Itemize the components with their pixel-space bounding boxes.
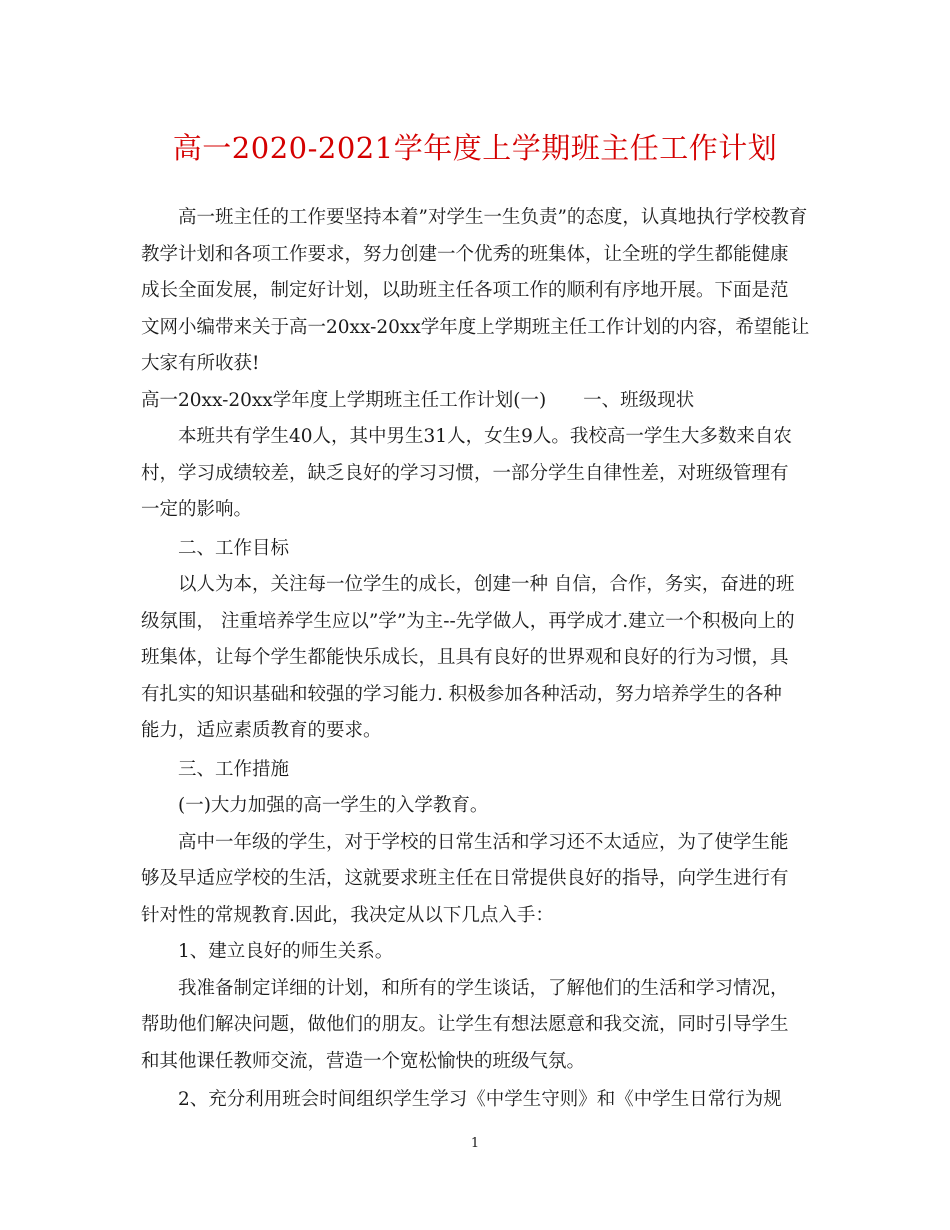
- paragraph-line: 级氛围， 注重培养学生应以”学”为主--先学做人，再学成才.建立一个积极向上的: [141, 610, 795, 632]
- section-heading-line: 高一20xx-20xx学年度上学期班主任工作计划(一) 一、班级现状: [141, 389, 695, 411]
- paragraph-line: 够及早适应学校的生活，这就要求班主任在日常提供良好的指导，向学生进行有: [141, 868, 789, 889]
- paragraph-line: 我准备制定详细的计划，和所有的学生谈话，了解他们的生活和学习情况，: [178, 977, 789, 999]
- paragraph-line: 文网小编带来关于高一20xx-20xx学年度上学期班主任工作计划的内容，希望能让: [141, 316, 810, 338]
- paragraph-line: 教学计划和各项工作要求，努力创建一个优秀的班集体，让全班的学生都能健康: [141, 243, 789, 265]
- page-number: 1: [470, 1136, 480, 1151]
- paragraph-line: 本班共有学生40人，其中男生31人，女生9人。我校高一学生大多数来自农: [178, 426, 792, 447]
- paragraph-line: 高一班主任的工作要坚持本着”对学生一生负责”的态度，认真地执行学校教育: [178, 207, 808, 228]
- paragraph-line: 一定的影响。: [141, 499, 253, 520]
- section-heading: 三、工作措施: [178, 758, 290, 780]
- document-body: [141, 200, 811, 1119]
- paragraph-line: 高中一年级的学生，对于学校的日常生活和学习还不太适应，为了使学生能: [178, 831, 789, 853]
- numbered-item: 1、建立良好的师生关系。: [178, 941, 394, 962]
- numbered-item: 2、充分利用班会时间组织学生学习《中学生守则》和《中学生日常行为规: [178, 1089, 782, 1110]
- paragraph-line: 成长全面发展，制定好计划，以助班主任各项工作的顺利有序地开展。下面是范: [141, 280, 789, 301]
- subsection-heading: (一)大力加强的高一学生的入学教育。: [178, 795, 489, 816]
- paragraph-line: 帮助他们解决问题，做他们的朋友。让学生有想法愿意和我交流，同时引导学生: [141, 1014, 789, 1035]
- paragraph-line: 大家有所收获!: [141, 353, 260, 374]
- paragraph-line: 针对性的常规教育.因此，我决定从以下几点入手：: [141, 904, 554, 926]
- paragraph-line: 能力，适应素质教育的要求。: [141, 720, 382, 741]
- paragraph-line: 以人为本，关注每一位学生的成长，创建一种 自信，合作，务实，奋进的班: [178, 574, 795, 595]
- paragraph-line: 班集体，让每个学生都能快乐成长，且具有良好的世界观和良好的行为习惯，具: [141, 647, 789, 668]
- document-title: 高一2020-2021学年度上学期班主任工作计划: [172, 131, 778, 165]
- paragraph-line: 和其他课任教师交流，营造一个宽松愉快的班级气氛。: [141, 1050, 586, 1072]
- paragraph-line: 有扎实的知识基础和较强的学习能力. 积极参加各种活动，努力培养学生的各种: [141, 683, 782, 705]
- paragraph-line: 村，学习成绩较差，缺乏良好的学习习惯，一部分学生自律性差，对班级管理有: [141, 462, 789, 484]
- section-heading: 二、工作目标: [178, 537, 290, 559]
